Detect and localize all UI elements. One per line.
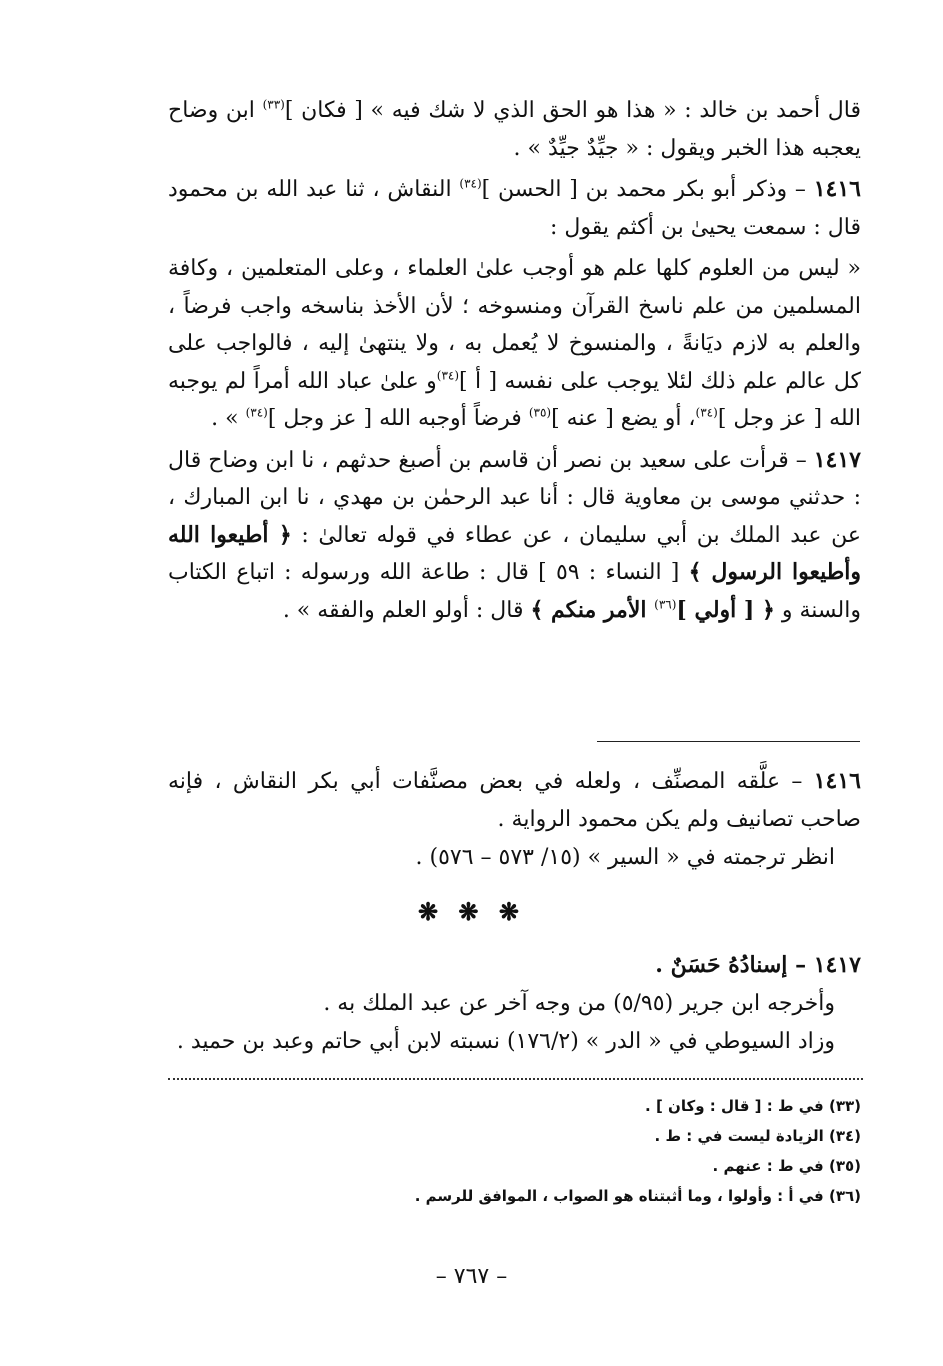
text-segment: [ النساء : ٥٩ ] قال : طاعة الله ورسوله : اتباع الكتاب والسنة و bbox=[168, 560, 861, 623]
entry-number: ١٤١٧ bbox=[813, 446, 861, 473]
separator-rule bbox=[597, 741, 860, 742]
paragraph-quote bbox=[168, 250, 861, 438]
page-number: – ٧٦٧ – bbox=[435, 1264, 508, 1289]
paragraph-intro bbox=[168, 92, 861, 167]
commentary-para bbox=[168, 946, 861, 985]
commentary-reference: وأخرجه ابن جرير (٥/٩٥) من وجه آخر عن عبد الملك به . bbox=[323, 991, 835, 1016]
text-segment: – إسنادُهُ حَسَنٌ . bbox=[655, 952, 814, 978]
footnote-ref: (٣٥) bbox=[528, 405, 552, 420]
quran-verse: الأمر منكم ﴾ bbox=[530, 596, 655, 623]
entry-number: ١٤١٦ bbox=[813, 176, 861, 202]
paragraph-1417 bbox=[168, 442, 861, 630]
text-segment: فرضاً أوجبه الله [ عز وجل ] bbox=[267, 406, 529, 431]
footnote-ref: (٣٤) bbox=[245, 405, 268, 420]
footnote-separator bbox=[168, 1078, 863, 1080]
commentary-reference: انظر ترجمته في « السير » (١٥/ ٥٧٣ – ٥٧٦) . bbox=[415, 845, 835, 870]
text-segment: – علَّقه المصنِّف ، ولعله في بعض مصنَّفات أبي بكر النقاش ، فإنه صاحب تصانيف ولم يكن محمود الرواية . bbox=[168, 769, 861, 832]
footnote: (٣٣) في ط : [ قال : وكان ] . bbox=[645, 1097, 861, 1115]
section-divider-stars: ❋ ❋ ❋ bbox=[417, 897, 526, 926]
footnote-ref: (٣٤) bbox=[459, 176, 482, 191]
text-segment: » . bbox=[211, 406, 246, 431]
text-segment: « ليس من العلوم كلها علم هو أوجب علىٰ العلماء ، وعلى المتعلمين ، وكافة المسلمين من علم ناسخ القرآن ومنسوخه ؛ لأن الأخذ بناسخه واجب فرضاً ، والعلم به لازم ديَانةً ، والمنسوخ لا يُعمل به ، ولا ينتهىٰ إليه ، فالواجب على كل عالم علم ذلك لئلا يوجب على نفسه [ أ ] bbox=[168, 256, 861, 394]
commentary-para bbox=[168, 762, 861, 839]
text-segment: قال : أولو العلم والفقه » . bbox=[282, 597, 531, 623]
footnote-ref: (٣٦) bbox=[654, 597, 677, 612]
quran-verse: ﴿ أطيعوا الله وأطيعوا الرسول ﴾ bbox=[168, 521, 861, 585]
commentary-reference: وزاد السيوطي في « الدر » (١٧٦/٢) نسبته لابن أبي حاتم وعبد بن حميد . bbox=[176, 1029, 835, 1054]
text-segment: – وذكر أبو بكر محمد بن [ الحسن ] bbox=[481, 177, 814, 202]
footnote-ref: (٣٤) bbox=[436, 368, 460, 383]
commentary-1417 bbox=[168, 946, 861, 1061]
commentary-1416 bbox=[168, 762, 861, 877]
text-segment: ، أو يضع [ عنه ] bbox=[551, 406, 696, 431]
text-segment: النقاش ، ثنا عبد الله بن محمود قال : سمعت يحيىٰ بن أكثم يقول : bbox=[168, 177, 861, 240]
footnote-ref: (٣٤) bbox=[695, 405, 718, 420]
footnote-ref: (٣٣) bbox=[262, 97, 285, 112]
text-segment: و علىٰ عباد الله أمراً لم يوجبه الله [ عز وجل ] bbox=[168, 368, 861, 431]
footnote: (٣٦) في أ : وأولوا ، وما أثبتناه هو الصواب ، الموافق للرسم . bbox=[414, 1187, 861, 1205]
footnotes bbox=[168, 1091, 861, 1211]
text-segment: قال أحمد بن خالد : « هذا هو الحق الذي لا شك فيه » [ فكان ] bbox=[284, 98, 861, 123]
footnote: (٣٥) في ط : عنهم . bbox=[712, 1157, 861, 1175]
quran-verse: ﴿ [ أولي ] bbox=[676, 596, 775, 623]
main-text bbox=[168, 92, 861, 629]
text-segment: ابن وضاح يعجبه هذا الخبر ويقول : « جيِّدٌ جيِّدٌ » . bbox=[168, 98, 861, 161]
entry-number: ١٤١٧ bbox=[813, 952, 861, 978]
footnote: (٣٤) الزيادة ليست في : ط . bbox=[654, 1127, 861, 1145]
text-segment: – قرأت على سعيد بن نصر أن قاسم بن أصبغ حدثهم ، نا ابن وضاح قال : حدثني موسى بن معاوية قال : أنا عبد الرحمٰن بن مهدي ، نا ابن المبارك ، عن عبد الملك بن أبي سليمان ، عن عطاء في قوله تعالىٰ : bbox=[168, 447, 861, 548]
paragraph-1416 bbox=[168, 171, 861, 246]
entry-number: ١٤١٦ bbox=[813, 768, 861, 794]
